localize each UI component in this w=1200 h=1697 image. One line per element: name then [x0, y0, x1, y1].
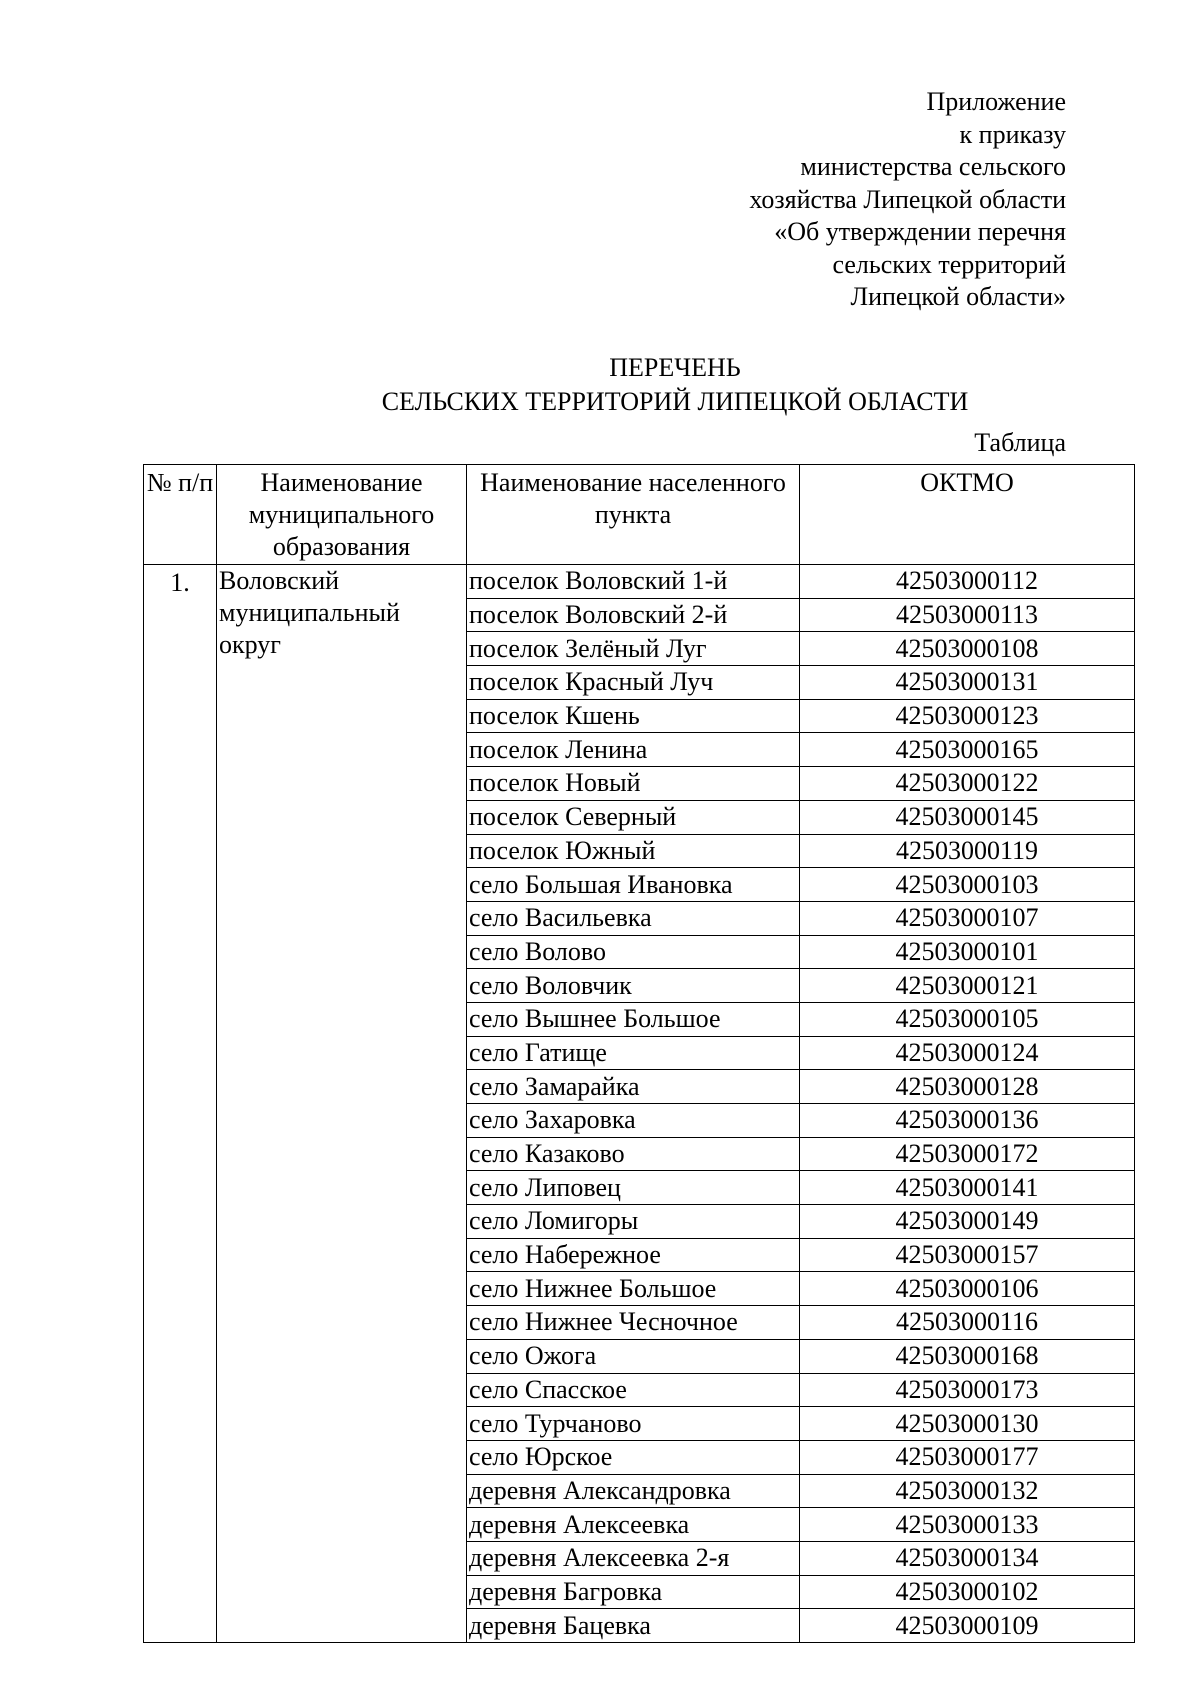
settlement-name: село Вышнее Большое [467, 1002, 800, 1036]
oktmo-code: 42503000119 [800, 834, 1135, 868]
oktmo-code: 42503000123 [800, 699, 1135, 733]
settlement-name: поселок Воловский 2-й [467, 598, 800, 632]
settlement-name: деревня Алексеевка [467, 1508, 800, 1542]
oktmo-code: 42503000109 [800, 1609, 1135, 1643]
settlement-name: село Воловчик [467, 969, 800, 1003]
oktmo-code: 42503000157 [800, 1238, 1135, 1272]
row-number: 1. [144, 565, 217, 1643]
table-body [144, 565, 1135, 1643]
oktmo-code: 42503000121 [800, 969, 1135, 1003]
oktmo-code: 42503000105 [800, 1002, 1135, 1036]
header-oktmo: ОКТМО [800, 465, 1135, 565]
oktmo-code: 42503000168 [800, 1339, 1135, 1373]
settlement-name: село Большая Ивановка [467, 868, 800, 902]
settlement-name: село Васильевка [467, 901, 800, 935]
settlement-name: село Турчаново [467, 1407, 800, 1441]
oktmo-code: 42503000102 [800, 1575, 1135, 1609]
oktmo-code: 42503000172 [800, 1137, 1135, 1171]
oktmo-code: 42503000113 [800, 598, 1135, 632]
settlement-name: село Казаково [467, 1137, 800, 1171]
settlement-name: деревня Александровка [467, 1474, 800, 1508]
settlement-name: село Спасское [467, 1373, 800, 1407]
oktmo-code: 42503000112 [800, 565, 1135, 599]
header-municipality: Наименование муниципального образования [217, 465, 467, 565]
settlement-name: деревня Алексеевка 2-я [467, 1541, 800, 1575]
oktmo-code: 42503000173 [800, 1373, 1135, 1407]
settlement-name: село Нижнее Чесночное [467, 1306, 800, 1340]
settlement-name: село Липовец [467, 1171, 800, 1205]
settlement-name: село Юрское [467, 1440, 800, 1474]
oktmo-code: 42503000177 [800, 1440, 1135, 1474]
settlement-name: поселок Зелёный Луг [467, 632, 800, 666]
settlement-name: поселок Кшень [467, 699, 800, 733]
settlement-name: село Гатище [467, 1036, 800, 1070]
approval-line: к приказу [959, 119, 1066, 149]
oktmo-code: 42503000141 [800, 1171, 1135, 1205]
oktmo-code: 42503000116 [800, 1306, 1135, 1340]
table-header-row [144, 465, 1135, 565]
oktmo-code: 42503000145 [800, 800, 1135, 834]
settlement-name: поселок Новый [467, 767, 800, 801]
approval-line: Липецкой области» [850, 282, 1066, 311]
settlement-name: село Ломигоры [467, 1205, 800, 1239]
settlement-name: село Захаровка [467, 1104, 800, 1138]
oktmo-code: 42503000134 [800, 1541, 1135, 1575]
settlement-name: село Замарайка [467, 1070, 800, 1104]
approval-line: «Об утверждении перечня [774, 217, 1066, 246]
approval-block [749, 86, 1066, 314]
settlement-name: поселок Южный [467, 834, 800, 868]
settlement-name: деревня Бацевка [467, 1609, 800, 1643]
approval-line: сельских территорий [832, 249, 1066, 279]
municipality-name: Воловский муниципальный округ [217, 565, 467, 1643]
settlement-name: поселок Воловский 1-й [467, 565, 800, 599]
oktmo-code: 42503000131 [800, 666, 1135, 700]
oktmo-code: 42503000133 [800, 1508, 1135, 1542]
settlement-name: село Нижнее Большое [467, 1272, 800, 1306]
approval-line: Приложение [926, 87, 1066, 116]
oktmo-code: 42503000130 [800, 1407, 1135, 1441]
oktmo-code: 42503000128 [800, 1070, 1135, 1104]
oktmo-code: 42503000107 [800, 901, 1135, 935]
table-row [144, 565, 1135, 599]
oktmo-code: 42503000165 [800, 733, 1135, 767]
settlement-name: поселок Ленина [467, 733, 800, 767]
settlement-name: поселок Северный [467, 800, 800, 834]
oktmo-code: 42503000106 [800, 1272, 1135, 1306]
oktmo-code: 42503000101 [800, 935, 1135, 969]
settlement-name: деревня Багровка [467, 1575, 800, 1609]
oktmo-code: 42503000108 [800, 632, 1135, 666]
oktmo-code: 42503000124 [800, 1036, 1135, 1070]
settlement-name: село Ожога [467, 1339, 800, 1373]
header-num: № п/п [144, 465, 217, 565]
settlement-name: село Набережное [467, 1238, 800, 1272]
settlement-name: село Волово [467, 935, 800, 969]
oktmo-code: 42503000122 [800, 767, 1135, 801]
approval-line: хозяйства Липецкой области [749, 184, 1066, 214]
oktmo-code: 42503000149 [800, 1205, 1135, 1239]
document-subtitle: СЕЛЬСКИХ ТЕРРИТОРИЙ ЛИПЕЦКОЙ ОБЛАСТИ [381, 387, 969, 416]
header-settlement: Наименование населенного пункта [467, 465, 800, 565]
table-caption: Таблица [974, 428, 1066, 457]
document-title: ПЕРЕЧЕНЬ [609, 353, 741, 382]
oktmo-code: 42503000136 [800, 1104, 1135, 1138]
settlement-name: поселок Красный Луч [467, 666, 800, 700]
approval-line: министерства сельского [800, 152, 1066, 181]
oktmo-code: 42503000103 [800, 868, 1135, 902]
territories-table [143, 464, 1135, 1643]
oktmo-code: 42503000132 [800, 1474, 1135, 1508]
